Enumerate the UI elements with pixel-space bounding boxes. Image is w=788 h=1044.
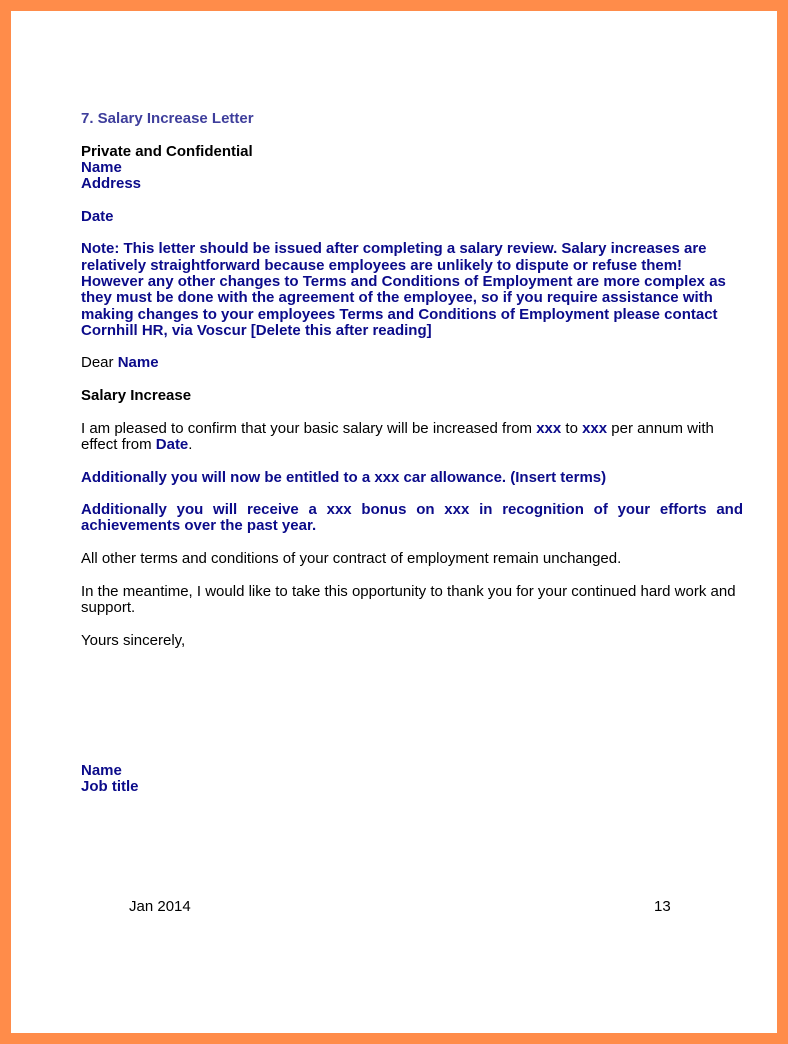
- footer-date: Jan 2014: [129, 898, 191, 915]
- subject-line: Salary Increase: [81, 387, 192, 405]
- salary-paragraph: [81, 421, 743, 454]
- effective-date: Date: [155, 435, 189, 453]
- bonus-paragraph: Additionally you will receive a xxx bonus on xxx in recognition of your efforts and achievements over the past year.: [81, 501, 743, 535]
- salary-text-3: per annum with effect from: [81, 419, 714, 453]
- signature-block: [81, 763, 139, 796]
- car-allowance-paragraph: Additionally you will now be entitled to a xxx car allowance. (Insert terms): [81, 468, 607, 486]
- private-confidential: Private and Confidential: [81, 142, 253, 160]
- salutation-line: [81, 355, 743, 371]
- letter-content: [81, 111, 743, 649]
- document-page: [11, 11, 777, 1033]
- signature-name: Name: [81, 762, 122, 779]
- unchanged-paragraph: All other terms and conditions of your contract of employment remain unchanged.: [81, 550, 622, 568]
- recipient-name: Name: [81, 158, 122, 176]
- salutation-name: Name: [117, 354, 159, 372]
- footer-page-number: 13: [654, 898, 671, 915]
- salary-from-value: xxx: [536, 419, 562, 437]
- salutation: Dear: [81, 354, 114, 372]
- closing-line: Yours sincerely,: [81, 631, 186, 649]
- letter-heading: 7. Salary Increase Letter: [81, 110, 254, 127]
- thanks-paragraph: In the meantime, I would like to take this opportunity to thank you for your continued hard work and support.: [81, 582, 736, 616]
- recipient-address: Address: [81, 175, 142, 193]
- salary-to-value: xxx: [582, 419, 608, 437]
- salary-text-4: .: [188, 435, 193, 453]
- signature-title: Job title: [81, 778, 139, 796]
- salary-text-2: to: [561, 419, 583, 437]
- instruction-note: Note: This letter should be issued after completing a salary review. Salary increases are relatively straightforward because employees are unlikely to dispute or refuse them! However any other changes to Terms and Conditions of Employment are more complex as they must be done with the agreement of the employee, so if you require assistance with making changes to your employees Terms and Conditions of Employment please contact Cornhill HR, via Voscur [Delete this after reading]: [81, 240, 726, 339]
- letter-date: Date: [81, 207, 114, 225]
- salary-text-1: I am pleased to confirm that your basic salary will be increased from: [81, 419, 537, 437]
